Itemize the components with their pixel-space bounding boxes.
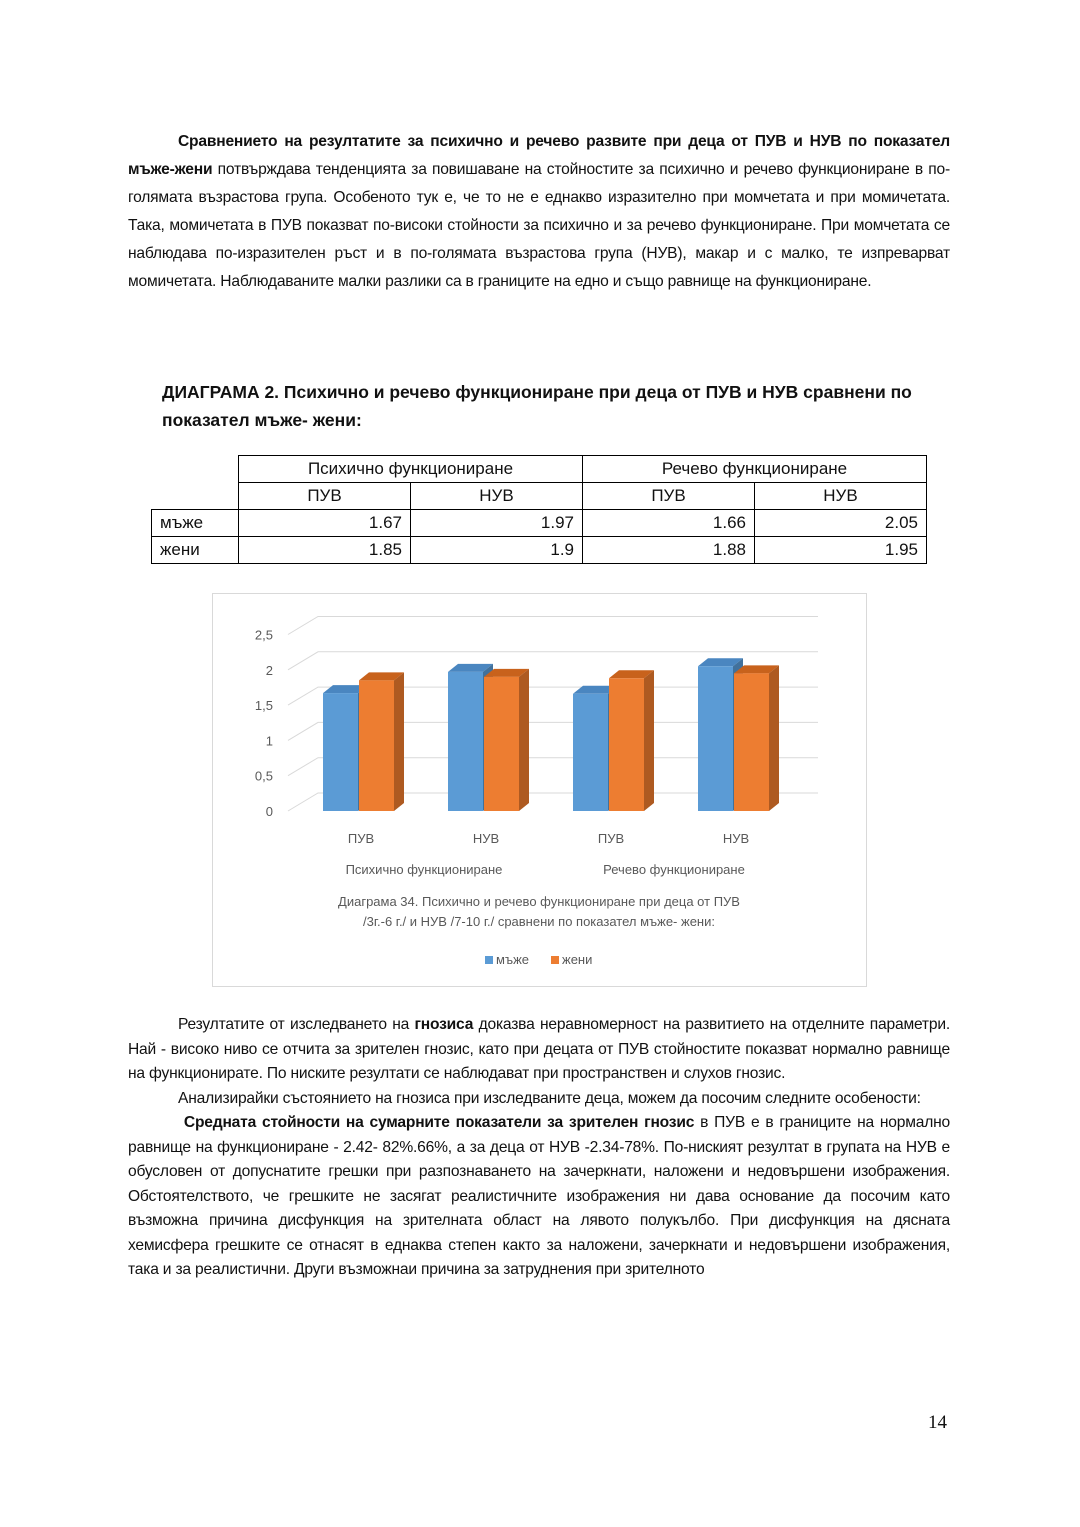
table-subheader: ПУВ [583,483,755,510]
table-subheader: ПУВ [239,483,411,510]
x-tick-label: НУВ [472,831,500,846]
bar-мъже [448,672,483,811]
y-tick-label: 0 [265,804,273,819]
page-number: 14 [928,1412,947,1433]
chart-title: Диаграма 34. Психично и речево функциониране при деца от ПУВ [338,894,740,909]
paragraph-comparison [128,128,950,296]
table-row [152,537,927,564]
table-subheader: НУВ [411,483,583,510]
bar-мъже [698,666,733,811]
table-header: Психично функциониране [239,456,583,483]
bar-chart [212,593,867,987]
body-text: в ПУВ е в границите на нормално равнище на функциониране - 2.42- 82%.66%, а за деца от НУВ -2.34-78%. По-ниският резултат в групата на НУВ е обусловен от допуснатите грешки при разпознаването на зачеркнати, наложени и недовършени изображения. Обстоятелството, че грешките не засягат реалистичните изображения ни дава основание да посочим като възможна причина дисфункция на зрителната област на лявото полукълбо. При дисфункция на дясната хемисфера грешките се отнасят в еднаква степен както за наложени, зачеркнати и недовършени изображения, така и за реалистични. Други възможнаи причина за затруднения при зрителното [128,1114,950,1278]
paragraph-gnosis [128,1013,950,1283]
y-tick-label: 1 [265,733,273,749]
x-tick-label: НУВ [722,831,750,846]
y-tick-label: 2 [265,662,273,678]
legend-swatch [551,956,559,964]
x-tick-label: ПУВ [347,831,375,846]
bold-text: гнозиса [414,1016,474,1033]
legend-swatch [485,956,493,964]
bar-жени [609,678,644,811]
group-label: Психично функциониране [345,862,503,877]
chart-title: /3г.-6 г./ и НУВ /7-10 г./ сравнени по показател мъже- жени: [363,914,715,929]
group-label: Речево функциониране [603,862,745,877]
bar-side [519,669,529,811]
x-tick-label: ПУВ [597,831,625,846]
cell: 1.95 [755,537,927,564]
row-label: мъже [152,510,239,537]
table-header: Речево функциониране [583,456,927,483]
body-text: потвърждава тенденцията за повишаване на стойностите за психично и речево функциониране в по-голямата възрастова група. Особеното тук е, че то не е еднакво изразително при момчетата и при момичетата. Така, момичетата в ПУВ показват по-високи стойности за психично и за речево функциониране. При момчетата се наблюдава по-изразителен ръст и в по-голямата възрастова група (НУВ), макар и с малко, те изпреварват момичетата. Наблюдаваните малки разлики са в границите на едно и също равнище на функциониране. [128,161,950,290]
cell: 2.05 [755,510,927,537]
diagram-heading: ДИАГРАМА 2. Психично и речево функциониране при деца от ПУВ и НУВ сравнени по показател мъже- жени: [162,382,912,430]
cell: 1.85 [239,537,411,564]
legend-label: жени [562,952,593,967]
bold-text: Средната стойности на сумарните показатели за зрителен гнозис [178,1114,695,1131]
body-text: Анализирайки състоянието на гнозиса при изследваните деца, можем да посочим следните особености: [178,1089,921,1107]
body-text: доказва неравномерност на развитието на отделните параметри. Най - високо ниво се отчита за зрителен гнозис, като при децата от ПУВ стойностите показват нормално равнище на функционирате. По ниските резултати се наблюдават при пространствен и слухов гнозис. [128,1016,950,1082]
bar-мъже [573,694,608,811]
y-tick-label: 2,5 [254,627,273,643]
bar-жени [734,673,769,811]
row-label: жени [152,537,239,564]
cell: 1.97 [411,510,583,537]
bar-side [769,665,779,811]
chart-svg [213,594,866,986]
cell: 1.88 [583,537,755,564]
y-tick-label: 1,5 [254,698,273,714]
bar-жени [359,680,394,811]
bold-text: Сравнението на резултатите за психично и речево развите при деца от ПУВ и НУВ по показател мъже-жени [128,133,950,178]
y-tick-label: 0,5 [254,768,273,784]
cell: 1.67 [239,510,411,537]
bar-side [394,672,404,811]
legend-label: мъже [496,952,529,967]
table-row [152,510,927,537]
body-text: Резултатите от изследването на [178,1016,415,1033]
table-subheader: НУВ [755,483,927,510]
bar-жени [484,677,519,811]
cell: 1.66 [583,510,755,537]
bar-side [644,670,654,811]
cell: 1.9 [411,537,583,564]
gridline [288,617,818,635]
bar-мъже [323,693,358,811]
data-table [151,455,927,564]
